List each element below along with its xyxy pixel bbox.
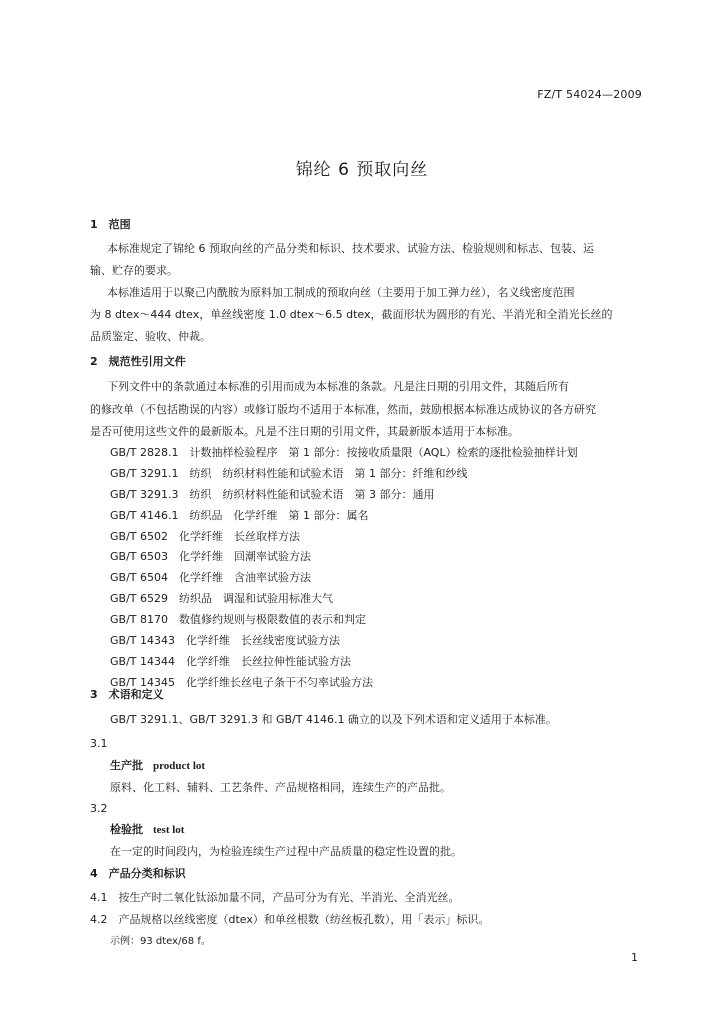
reference-item: GB/T 2828.1 计数抽样检验程序 第 1 部分：按接收质量限（AQL）检索的逐批检验抽样计划 <box>110 446 578 459</box>
term-name <box>110 759 205 773</box>
reference-item: GB/T 6502 化学纤维 长丝取样方法 <box>110 530 300 543</box>
section-1-para2-line2: 为 8 dtex～444 dtex，单丝线密度 1.0 dtex～6.5 dtex，截面形状为圆形的有光、半消光和全消光长丝的 <box>90 308 613 321</box>
clause-4-1: 4.1 按生产时二氧化钛添加量不同，产品可分为有光、半消光、全消光丝。 <box>90 891 460 904</box>
term-name-cn: 生产批 <box>110 759 143 772</box>
section-1-para1-line2: 输、贮存的要求。 <box>90 264 178 277</box>
document-title: 锦纶 6 预取向丝 <box>295 160 429 180</box>
term-number: 3.2 <box>90 802 108 815</box>
term-definition: 在一定的时间段内，为检验连续生产过程中产品质量的稳定性设置的批。 <box>110 845 462 858</box>
reference-item: GB/T 14343 化学纤维 长丝线密度试验方法 <box>110 634 340 647</box>
section-4-heading: 4 产品分类和标识 <box>90 867 186 880</box>
term-name-en: test lot <box>153 824 185 836</box>
term-definition: 原料、化工料、辅料、工艺条件、产品规格相同，连续生产的产品批。 <box>110 781 451 794</box>
section-3-heading: 3 术语和定义 <box>90 688 164 701</box>
standard-code: FZ/T 54024—2009 <box>537 88 642 101</box>
section-3-intro: GB/T 3291.1、GB/T 3291.3 和 GB/T 4146.1 确立的以及下列术语和定义适用于本标准。 <box>110 713 557 726</box>
section-1-para2-line3: 品质鉴定、验收、仲裁。 <box>90 330 211 343</box>
reference-item: GB/T 6529 纺织品 调湿和试验用标准大气 <box>110 592 333 605</box>
section-1-para2-line1: 本标准适用于以聚己内酰胺为原料加工制成的预取向丝（主要用于加工弹力丝），名义线密度范围 <box>107 286 575 299</box>
reference-item: GB/T 14345 化学纤维长丝电子条干不匀率试验方法 <box>110 676 373 689</box>
reference-item: GB/T 4146.1 纺织品 化学纤维 第 1 部分：属名 <box>110 509 369 522</box>
section-2-para-line1: 下列文件中的条款通过本标准的引用而成为本标准的条款。凡是注日期的引用文件，其随后所有 <box>107 380 569 393</box>
reference-item: GB/T 6503 化学纤维 回潮率试验方法 <box>110 550 311 563</box>
reference-item: GB/T 3291.1 纺织 纺织材料性能和试验术语 第 1 部分：纤维和纱线 <box>110 467 468 480</box>
reference-item: GB/T 3291.3 纺织 纺织材料性能和试验术语 第 3 部分：通用 <box>110 488 435 501</box>
example-note: 示例：93 dtex/68 f。 <box>110 936 211 947</box>
section-1-heading: 1 范围 <box>90 218 131 231</box>
term-name-cn: 检验批 <box>110 823 143 836</box>
section-2-para-line2: 的修改单（不包括勘误的内容）或修订版均不适用于本标准，然而，鼓励根据本标准达成协议的各方研究 <box>90 403 596 416</box>
reference-item: GB/T 8170 数值修约规则与极限数值的表示和判定 <box>110 613 366 626</box>
term-number: 3.1 <box>90 737 108 750</box>
term-name <box>110 823 184 837</box>
clause-4-2: 4.2 产品规格以丝线密度（dtex）和单丝根数（纺丝板孔数），用「表示」标识。 <box>90 913 490 926</box>
page-number: 1 <box>631 951 638 964</box>
term-name-en: product lot <box>153 760 206 772</box>
reference-item: GB/T 6504 化学纤维 含油率试验方法 <box>110 571 311 584</box>
section-2-heading: 2 规范性引用文件 <box>90 355 186 368</box>
reference-item: GB/T 14344 化学纤维 长丝拉伸性能试验方法 <box>110 655 351 668</box>
section-2-para-line3: 是否可使用这些文件的最新版本。凡是不注日期的引用文件，其最新版本适用于本标准。 <box>90 425 519 438</box>
section-1-para1-line1: 本标准规定了锦纶 6 预取向丝的产品分类和标识、技术要求、试验方法、检验规则和标志、包装、运 <box>107 242 594 255</box>
